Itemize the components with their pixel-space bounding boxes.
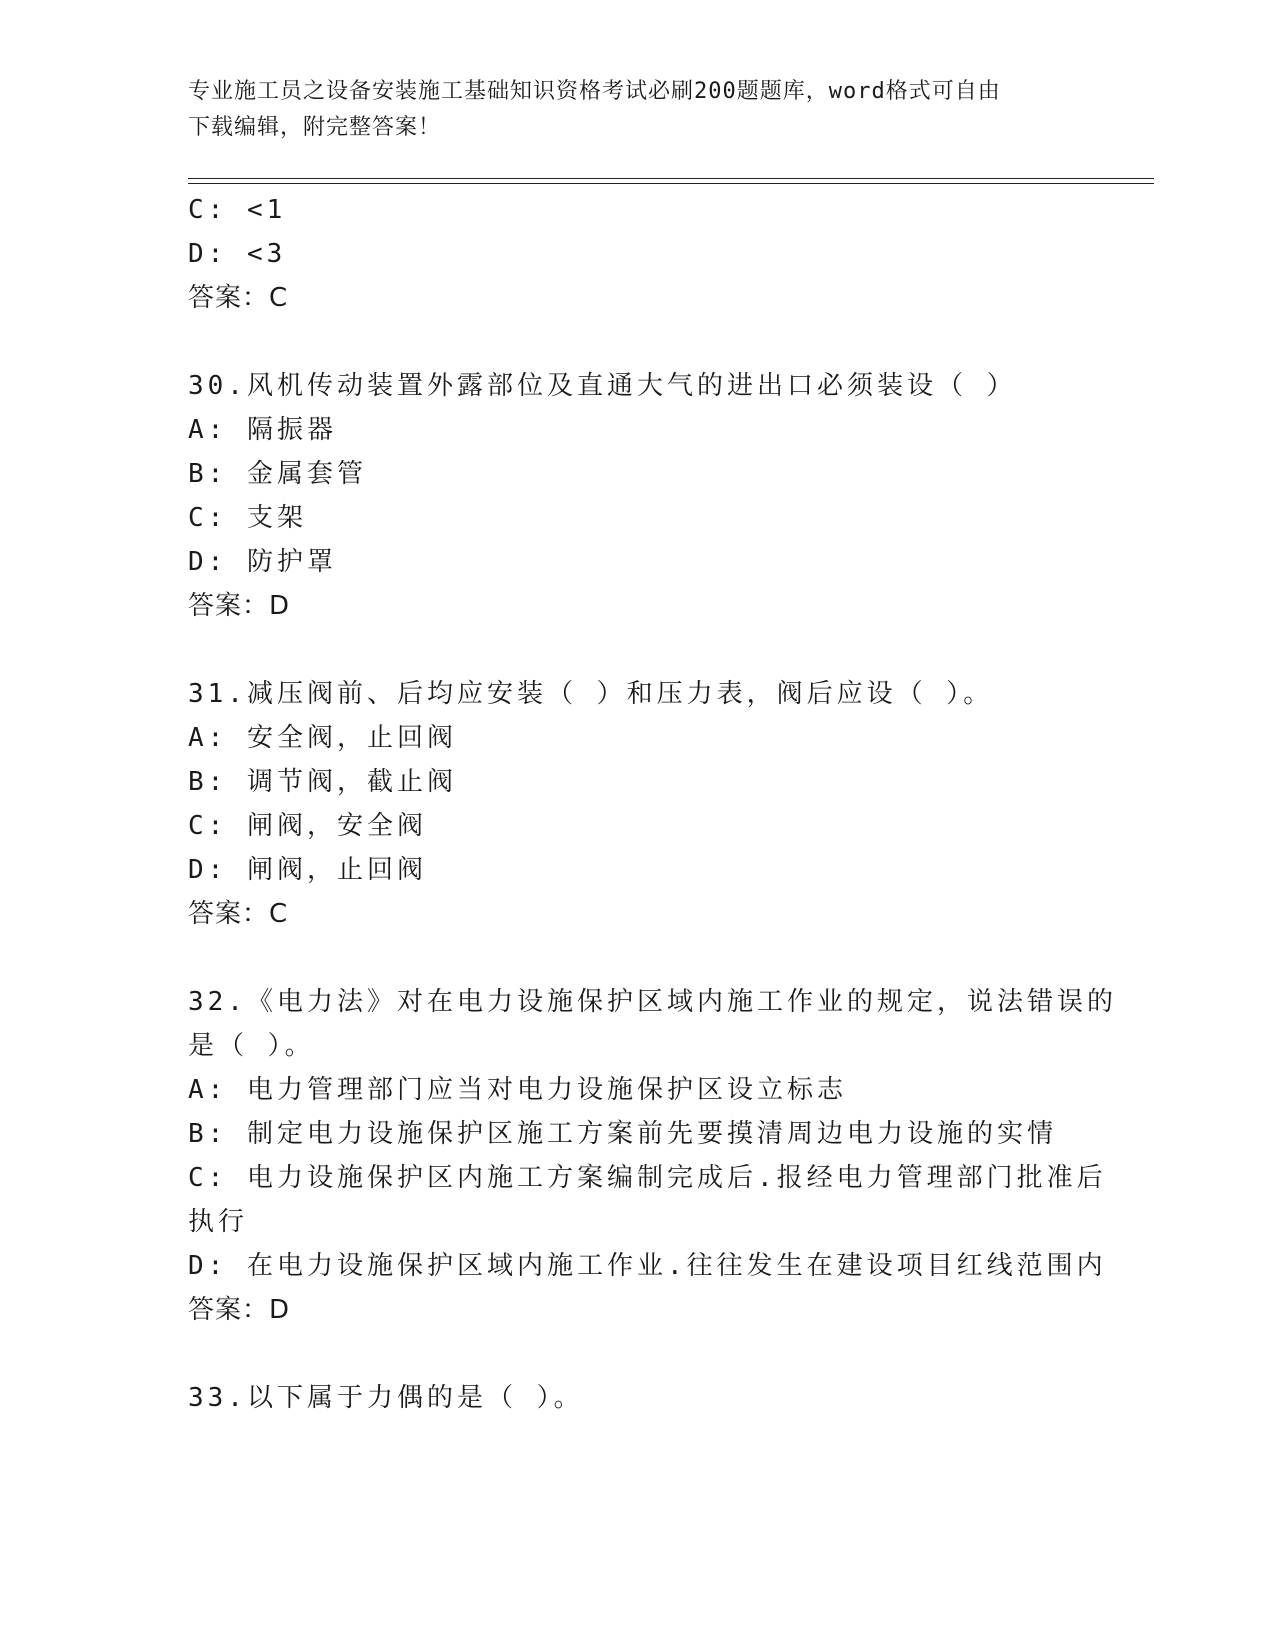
q32-stem-line-1: 32.《电力法》对在电力设施保护区域内施工作业的规定，说法错误的 — [188, 987, 1117, 1017]
q31-option-b: B: 调节阀，截止阀 — [188, 767, 457, 797]
q31-option-c: C: 闸阀，安全阀 — [188, 811, 427, 841]
q32-option-c-line-1: C: 电力设施保护区内施工方案编制完成后.报经电力管理部门批准后 — [188, 1163, 1107, 1193]
q30-option-c: C: 支架 — [188, 503, 307, 533]
q32-stem-line-2: 是（ ）。 — [188, 1031, 315, 1061]
q30-option-b: B: 金属套管 — [188, 459, 367, 489]
header-line-2: 下载编辑，附完整答案！ — [188, 115, 442, 140]
q31-option-a: A: 安全阀，止回阀 — [188, 723, 457, 753]
q30-stem: 30.风机传动装置外露部位及直通大气的进出口必须装设（ ） — [188, 371, 1017, 401]
q31-stem: 31.减压阀前、后均应安装（ ）和压力表，阀后应设（ ）。 — [188, 679, 994, 709]
q32-option-b: B: 制定电力设施保护区施工方案前先要摸清周边电力设施的实情 — [188, 1119, 1057, 1149]
q30-answer: 答案：D — [188, 591, 291, 621]
q32-option-a: A: 电力管理部门应当对电力设施保护区设立标志 — [188, 1075, 847, 1105]
q33-stem: 33.以下属于力偶的是（ ）。 — [188, 1383, 584, 1413]
q29-option-c: C: <1 — [188, 195, 287, 225]
q30-option-a: A: 隔振器 — [188, 415, 337, 445]
q32-option-d: D: 在电力设施保护区域内施工作业.往往发生在建设项目红线范围内 — [188, 1251, 1107, 1281]
header-divider-top — [188, 178, 1154, 179]
q31-answer: 答案：C — [188, 899, 289, 929]
q29-option-d: D: <3 — [188, 239, 287, 269]
q32-option-c-line-2: 执行 — [188, 1207, 249, 1237]
q32-answer: 答案：D — [188, 1295, 291, 1325]
document-header — [188, 74, 1068, 146]
q30-option-d: D: 防护罩 — [188, 547, 337, 577]
q29-answer: 答案：C — [188, 283, 289, 313]
header-line-1: 专业施工员之设备安装施工基础知识资格考试必刷200题题库，word格式可自由 — [188, 79, 1001, 104]
header-divider-bottom — [188, 183, 1154, 184]
q31-option-d: D: 闸阀，止回阀 — [188, 855, 427, 885]
